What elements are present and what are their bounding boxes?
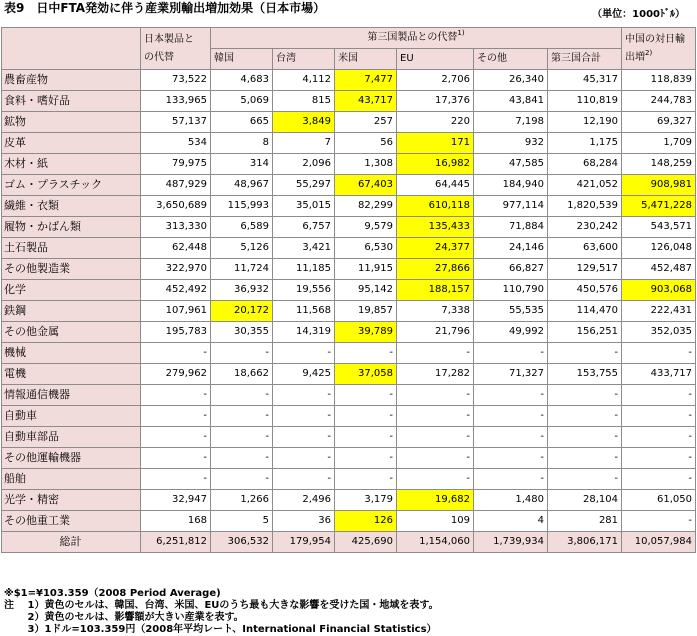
table-cell: 1,266 xyxy=(211,490,273,511)
table-cell: 977,114 xyxy=(474,196,548,217)
table-cell: 7,338 xyxy=(397,301,474,322)
table-cell: - xyxy=(474,385,548,406)
table-cell: 73,522 xyxy=(141,70,211,91)
table-cell: 49,992 xyxy=(474,322,548,343)
row-label: 皮革 xyxy=(2,133,141,154)
table-cell: 71,884 xyxy=(474,217,548,238)
header-japan-substitution xyxy=(141,28,211,70)
table-cell: 129,517 xyxy=(548,259,622,280)
table-cell: 425,690 xyxy=(335,532,397,553)
table-row xyxy=(2,427,696,448)
header-eu: EU xyxy=(397,49,474,70)
row-label: 鉱物 xyxy=(2,112,141,133)
header-china-sup: 2) xyxy=(645,48,653,57)
table-cell: 24,377 xyxy=(397,238,474,259)
table-row xyxy=(2,217,696,238)
table-cell: - xyxy=(622,448,696,469)
table-cell: 313,330 xyxy=(141,217,211,238)
table-cell: 11,185 xyxy=(273,259,335,280)
row-label: 化学 xyxy=(2,280,141,301)
table-cell: - xyxy=(548,406,622,427)
table-cell: 3,179 xyxy=(335,490,397,511)
row-label: 食料・嗜好品 xyxy=(2,91,141,112)
table-row xyxy=(2,280,696,301)
table-cell: 1,739,934 xyxy=(474,532,548,553)
table-cell: 18,662 xyxy=(211,364,273,385)
table-cell: 62,448 xyxy=(141,238,211,259)
table-cell: - xyxy=(397,406,474,427)
table-row xyxy=(2,364,696,385)
note-1: 注 1）黄色のセルは、韓国、台湾、米国、EUのうち最も大きな影響を受けた国・地域を表す。 xyxy=(4,600,439,611)
table-row xyxy=(2,448,696,469)
table-cell: - xyxy=(335,448,397,469)
table-cell: 148,259 xyxy=(622,154,696,175)
table-cell: 17,376 xyxy=(397,91,474,112)
table-row xyxy=(2,385,696,406)
table-cell: - xyxy=(211,385,273,406)
table-cell: 17,282 xyxy=(397,364,474,385)
table-cell: 3,421 xyxy=(273,238,335,259)
table-cell: 114,470 xyxy=(548,301,622,322)
table-row xyxy=(2,112,696,133)
header-row-1 xyxy=(2,28,696,49)
table-cell: 68,284 xyxy=(548,154,622,175)
table-body xyxy=(2,70,696,553)
table-cell: - xyxy=(273,427,335,448)
table-cell: 110,790 xyxy=(474,280,548,301)
table-cell: - xyxy=(474,427,548,448)
table-cell: - xyxy=(397,427,474,448)
table-cell: 109 xyxy=(397,511,474,532)
table-cell: 1,175 xyxy=(548,133,622,154)
table-cell: - xyxy=(335,343,397,364)
row-label: その他重工業 xyxy=(2,511,141,532)
note-2: 2）黄色のセルは、影響額が大きい産業を表す。 xyxy=(4,612,244,623)
table-cell: 48,967 xyxy=(211,175,273,196)
table-cell: 26,340 xyxy=(474,70,548,91)
table-cell: 184,940 xyxy=(474,175,548,196)
table-cell: - xyxy=(273,343,335,364)
table-cell: 543,571 xyxy=(622,217,696,238)
table-cell: 5 xyxy=(211,511,273,532)
table-cell: 9,425 xyxy=(273,364,335,385)
table-cell: 55,297 xyxy=(273,175,335,196)
table-cell: 8 xyxy=(211,133,273,154)
total-row xyxy=(2,532,696,553)
table-cell: 610,118 xyxy=(397,196,474,217)
table-row xyxy=(2,175,696,196)
table-cell: 107,961 xyxy=(141,301,211,322)
row-label: 情報通信機器 xyxy=(2,385,141,406)
table-cell: - xyxy=(474,448,548,469)
header-third-total: 第三国合計 xyxy=(548,49,622,70)
table-cell: 352,035 xyxy=(622,322,696,343)
table-cell: 27,866 xyxy=(397,259,474,280)
export-effect-table xyxy=(1,27,696,553)
table-cell: 2,096 xyxy=(273,154,335,175)
table-row xyxy=(2,154,696,175)
table-cell: 28,104 xyxy=(548,490,622,511)
table-cell: 1,820,539 xyxy=(548,196,622,217)
table-cell: 1,480 xyxy=(474,490,548,511)
table-cell: - xyxy=(141,385,211,406)
table-row xyxy=(2,70,696,91)
table-cell: 30,355 xyxy=(211,322,273,343)
table-cell: 3,650,689 xyxy=(141,196,211,217)
table-cell: 7 xyxy=(273,133,335,154)
table-cell: - xyxy=(474,406,548,427)
table-cell: 815 xyxy=(273,91,335,112)
table-cell: - xyxy=(622,406,696,427)
table-cell: 179,954 xyxy=(273,532,335,553)
table-cell: - xyxy=(273,406,335,427)
table-title: 表9 日中FTA発効に伴う産業別輸出増加効果（日本市場） xyxy=(4,1,326,15)
table-cell: 14,319 xyxy=(273,322,335,343)
row-label: その他金属 xyxy=(2,322,141,343)
table-cell: - xyxy=(211,343,273,364)
table-cell: 12,190 xyxy=(548,112,622,133)
header-china-line1: 中国の対日輸 xyxy=(625,33,686,45)
table-cell: 11,724 xyxy=(211,259,273,280)
row-label: 総計 xyxy=(2,532,141,553)
table-cell: 244,783 xyxy=(622,91,696,112)
table-cell: 63,600 xyxy=(548,238,622,259)
table-cell: 32,947 xyxy=(141,490,211,511)
table-cell: 56 xyxy=(335,133,397,154)
table-cell: 19,682 xyxy=(397,490,474,511)
table-cell: - xyxy=(141,343,211,364)
table-cell: 4,112 xyxy=(273,70,335,91)
table-cell: 195,783 xyxy=(141,322,211,343)
table-cell: - xyxy=(622,469,696,490)
row-label: 自動車部品 xyxy=(2,427,141,448)
header-usa: 米国 xyxy=(335,49,397,70)
table-row xyxy=(2,238,696,259)
table-cell: 7,198 xyxy=(474,112,548,133)
table-cell: 257 xyxy=(335,112,397,133)
row-label: 履物・かばん類 xyxy=(2,217,141,238)
table-cell: - xyxy=(622,427,696,448)
table-cell: 69,327 xyxy=(622,112,696,133)
header-other: その他 xyxy=(474,49,548,70)
table-cell: 19,556 xyxy=(273,280,335,301)
table-cell: 71,327 xyxy=(474,364,548,385)
table-cell: 57,137 xyxy=(141,112,211,133)
row-label: 自動車 xyxy=(2,406,141,427)
table-cell: 9,579 xyxy=(335,217,397,238)
table-cell: 2,706 xyxy=(397,70,474,91)
note-3: 3）1ドル=103.359円（2008年平均レート、International Financial Statistics） xyxy=(4,624,437,635)
table-row xyxy=(2,196,696,217)
table-cell: 5,471,228 xyxy=(622,196,696,217)
table-cell: 1,709 xyxy=(622,133,696,154)
table-cell: 222,431 xyxy=(622,301,696,322)
table-cell: 115,993 xyxy=(211,196,273,217)
row-label: 船舶 xyxy=(2,469,141,490)
table-cell: 665 xyxy=(211,112,273,133)
table-cell: 4 xyxy=(474,511,548,532)
table-cell: 279,962 xyxy=(141,364,211,385)
table-cell: - xyxy=(397,343,474,364)
table-cell: - xyxy=(548,385,622,406)
table-cell: 322,970 xyxy=(141,259,211,280)
table-cell: 36,932 xyxy=(211,280,273,301)
table-cell: - xyxy=(548,448,622,469)
table-cell: 64,445 xyxy=(397,175,474,196)
table-cell: - xyxy=(335,406,397,427)
row-label: 木材・紙 xyxy=(2,154,141,175)
row-label: 土石製品 xyxy=(2,238,141,259)
table-cell: 314 xyxy=(211,154,273,175)
table-cell: - xyxy=(622,385,696,406)
table-cell: 903,068 xyxy=(622,280,696,301)
table-cell: 11,915 xyxy=(335,259,397,280)
table-cell: - xyxy=(397,385,474,406)
table-cell: 306,532 xyxy=(211,532,273,553)
table-cell: 6,251,812 xyxy=(141,532,211,553)
table-cell: - xyxy=(622,511,696,532)
table-cell: - xyxy=(548,469,622,490)
table-cell: 11,568 xyxy=(273,301,335,322)
table-cell: 1,154,060 xyxy=(397,532,474,553)
table-cell: - xyxy=(141,448,211,469)
table-cell: 7,477 xyxy=(335,70,397,91)
table-cell: 126 xyxy=(335,511,397,532)
note-rate: ※$1=¥103.359（2008 Period Average) xyxy=(4,588,221,599)
table-cell: 82,299 xyxy=(335,196,397,217)
table-cell: - xyxy=(622,343,696,364)
table-cell: - xyxy=(397,469,474,490)
table-row xyxy=(2,511,696,532)
table-cell: 168 xyxy=(141,511,211,532)
table-cell: 95,142 xyxy=(335,280,397,301)
table-cell: 2,496 xyxy=(273,490,335,511)
table-cell: - xyxy=(273,448,335,469)
row-label: ゴム・プラスチック xyxy=(2,175,141,196)
table-cell: 3,806,171 xyxy=(548,532,622,553)
table-cell: - xyxy=(335,385,397,406)
header-japan-line2: の代替 xyxy=(144,51,174,63)
table-cell: 43,841 xyxy=(474,91,548,112)
row-label: その他運輸機器 xyxy=(2,448,141,469)
table-cell: 5,126 xyxy=(211,238,273,259)
table-row xyxy=(2,91,696,112)
table-cell: 6,589 xyxy=(211,217,273,238)
table-cell: - xyxy=(211,427,273,448)
table-cell: 43,717 xyxy=(335,91,397,112)
table-cell: 21,796 xyxy=(397,322,474,343)
header-china-line2 xyxy=(625,49,692,67)
row-label: 光学・精密 xyxy=(2,490,141,511)
table-cell: - xyxy=(335,469,397,490)
table-cell: 39,789 xyxy=(335,322,397,343)
table-cell: 37,058 xyxy=(335,364,397,385)
table-cell: 24,146 xyxy=(474,238,548,259)
table-cell: - xyxy=(474,469,548,490)
row-label: 機械 xyxy=(2,343,141,364)
row-label: 電機 xyxy=(2,364,141,385)
table-cell: 126,048 xyxy=(622,238,696,259)
table-cell: 3,849 xyxy=(273,112,335,133)
header-group-sup: 1) xyxy=(457,29,465,37)
table-row xyxy=(2,469,696,490)
unit-label: （単位：1000ﾄﾞﾙ） xyxy=(592,9,685,20)
table-cell: - xyxy=(273,469,335,490)
table-cell: - xyxy=(548,427,622,448)
table-cell: 452,492 xyxy=(141,280,211,301)
header-china-export xyxy=(622,28,696,70)
table-cell: 534 xyxy=(141,133,211,154)
table-cell: - xyxy=(141,469,211,490)
table-cell: 47,585 xyxy=(474,154,548,175)
header-china-line2-text: 出増 xyxy=(625,51,646,63)
table-cell: 45,317 xyxy=(548,70,622,91)
table-cell: 55,535 xyxy=(474,301,548,322)
header-industry xyxy=(2,28,141,70)
table-cell: 421,052 xyxy=(548,175,622,196)
table-cell: 133,965 xyxy=(141,91,211,112)
header-korea: 韓国 xyxy=(211,49,273,70)
table-cell: 135,433 xyxy=(397,217,474,238)
row-label: その他製造業 xyxy=(2,259,141,280)
table-cell: 188,157 xyxy=(397,280,474,301)
row-label: 農畜産物 xyxy=(2,70,141,91)
table-cell: - xyxy=(211,406,273,427)
table-cell: 5,069 xyxy=(211,91,273,112)
table-cell: 487,929 xyxy=(141,175,211,196)
table-cell: 220 xyxy=(397,112,474,133)
header-group-label: 第三国製品との代替 xyxy=(367,32,458,43)
table-cell: 36 xyxy=(273,511,335,532)
table-cell: 10,057,984 xyxy=(622,532,696,553)
table-row xyxy=(2,406,696,427)
table-cell: 156,251 xyxy=(548,322,622,343)
table-cell: - xyxy=(548,343,622,364)
table-cell: 153,755 xyxy=(548,364,622,385)
header-japan-line1: 日本製品と xyxy=(144,33,194,45)
table-cell: 6,757 xyxy=(273,217,335,238)
table-cell: 61,050 xyxy=(622,490,696,511)
table-cell: 66,827 xyxy=(474,259,548,280)
table-cell: - xyxy=(141,427,211,448)
row-label: 鉄鋼 xyxy=(2,301,141,322)
table-row xyxy=(2,133,696,154)
table-row xyxy=(2,259,696,280)
table-cell: - xyxy=(141,406,211,427)
table-row xyxy=(2,322,696,343)
table-row xyxy=(2,301,696,322)
table-cell: 110,819 xyxy=(548,91,622,112)
table-cell: - xyxy=(335,427,397,448)
footnotes xyxy=(4,588,439,636)
table-cell: 230,242 xyxy=(548,217,622,238)
table-cell: 281 xyxy=(548,511,622,532)
table-cell: - xyxy=(474,343,548,364)
table-cell: 20,172 xyxy=(211,301,273,322)
table-cell: 19,857 xyxy=(335,301,397,322)
header-taiwan: 台湾 xyxy=(273,49,335,70)
table-cell: 452,487 xyxy=(622,259,696,280)
table-cell: - xyxy=(273,385,335,406)
table-cell: 118,839 xyxy=(622,70,696,91)
table-cell: 1,308 xyxy=(335,154,397,175)
table-cell: 433,717 xyxy=(622,364,696,385)
table-row xyxy=(2,490,696,511)
table-cell: - xyxy=(397,448,474,469)
table-cell: 16,982 xyxy=(397,154,474,175)
table-cell: 4,683 xyxy=(211,70,273,91)
table-cell: - xyxy=(211,448,273,469)
table-cell: 35,015 xyxy=(273,196,335,217)
table-cell: 932 xyxy=(474,133,548,154)
header-third-country-group xyxy=(211,28,622,49)
table-cell: 450,576 xyxy=(548,280,622,301)
table-cell: 79,975 xyxy=(141,154,211,175)
row-label: 繊維・衣類 xyxy=(2,196,141,217)
table-cell: 67,403 xyxy=(335,175,397,196)
table-cell: 6,530 xyxy=(335,238,397,259)
table-cell: 908,981 xyxy=(622,175,696,196)
table-row xyxy=(2,343,696,364)
table-cell: 171 xyxy=(397,133,474,154)
table-cell: - xyxy=(211,469,273,490)
